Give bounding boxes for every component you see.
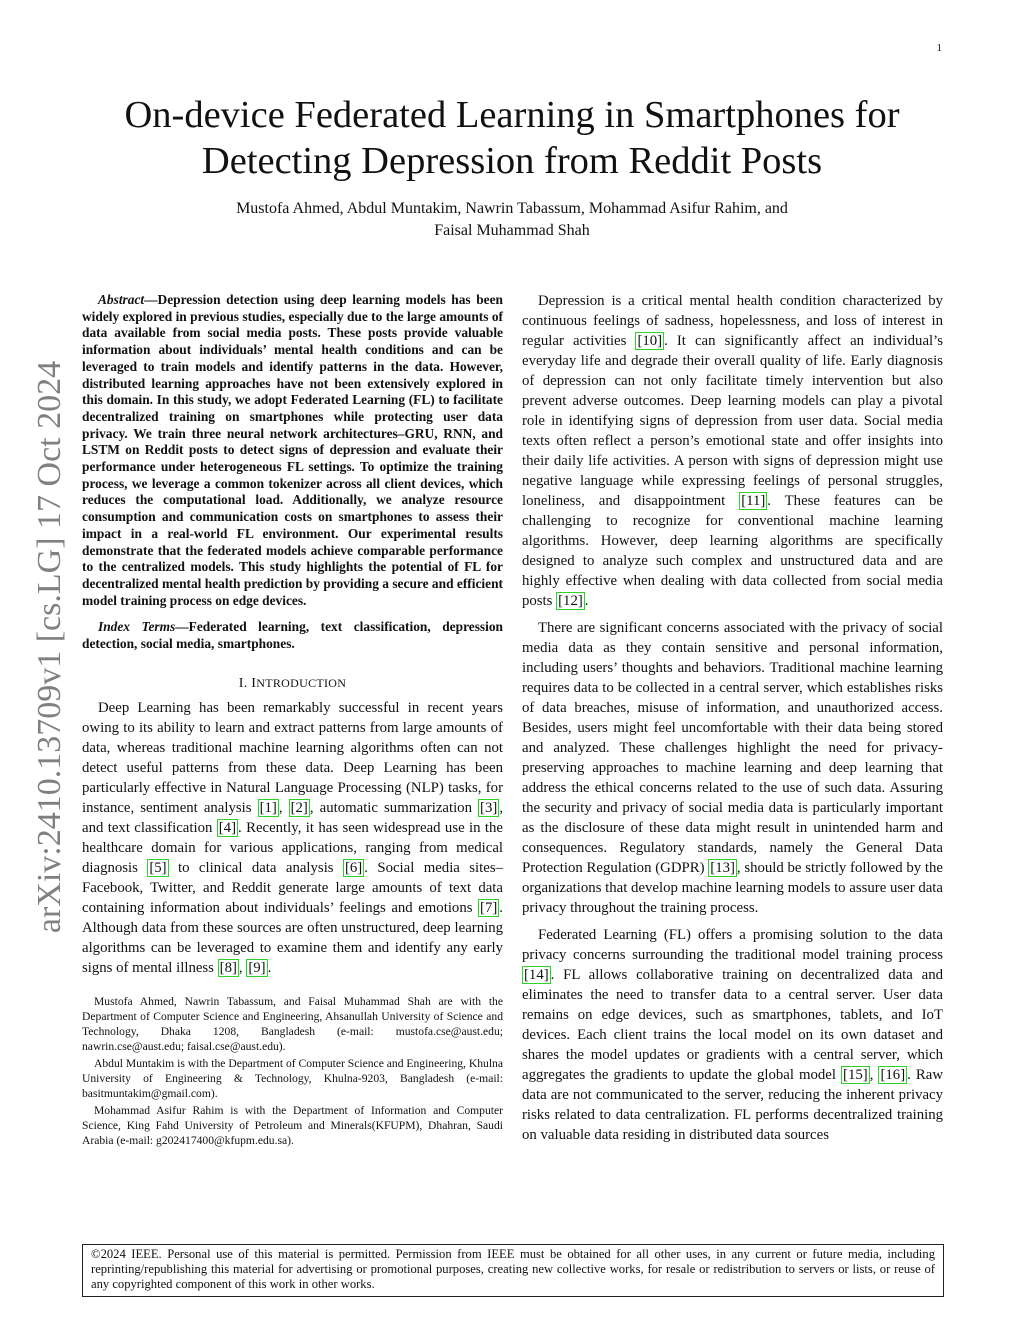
citation-link[interactable]: [8] [219, 959, 237, 976]
arxiv-stamp-text: arXiv:2410.13709v1 [cs.LG] 17 Oct 2024 [31, 360, 68, 934]
index-terms-label: Index Terms [98, 619, 176, 635]
intro-paragraph: Deep Learning has been remarkably successful in recent years owing to its ability to learn and extract patterns from large amounts of data, whereas traditional machine learning algorithms often can not detect useful patterns from these data. Deep Learning has been particularly effective in Natural Language Processing (NLP) tasks, for instance, sentiment analysis [1] , [2] , automatic summarization [3] , and text classification [4] . Recently, it has seen widespread use in the healthcare domain for various applications, ranging from medical diagnosis [5] to clinical data analysis [6] . Social media sites–Facebook, Twitter, and Reddit generate large amounts of text data containing information about individuals’ feelings and emotions [7] . Although data from these sources are often unstructured, deep learning algorithms can be leveraged to examine them and identify any early signs of mental illness [8] , [9] . [82, 699, 504, 976]
right-column [522, 291, 943, 1152]
citation-link[interactable]: [9] [248, 959, 266, 976]
citation-link[interactable]: [2] [290, 799, 308, 816]
page-number: 1 [936, 42, 942, 54]
paper-title [0, 92, 1024, 184]
footnote: Abdul Muntakim is with the Department of Computer Science and Engineering, Khulna University of Engineering & Technology, Khulna-9203, Bangladesh (e-mail: basitmuntakim@gmail.com). [82, 1056, 503, 1100]
citation-link[interactable]: [14] [524, 967, 549, 983]
left-column [82, 292, 503, 1150]
abstract [82, 292, 503, 609]
body-paragraph: There are significant concerns associated with the privacy of social media data as they contain sensitive and personal information, including users’ thoughts and behaviors. Traditional machine learning requires data to be collected in a central server, which establishes risks of data breaches, misuse of information, and unauthorized access. Besides, users might feel uncomfortable with their data being stored and analyzed. These challenges highlight the need for privacy-preserving approaches to machine learning and deep learning that address the ethical concerns related to the use of such data. Assuring the security and privacy of social media data is particularly important as the disclosure of these data might result in unintended harm and consequences. Regulatory standards, namely the General Data Protection Regulation (GDPR) [13] , should be strictly followed by the organizations that develop machine learning models to assure user data privacy throughout the training process. [522, 620, 943, 916]
footnote: Mohammad Asifur Rahim is with the Department of Information and Computer Science, King Fahd University of Petroleum and Minerals(KFUPM), Dhahran, Saudi Arabia (e-mail: g202417400@kfupm.edu.sa). [82, 1103, 503, 1147]
citation-link[interactable]: [15] [843, 1067, 868, 1083]
citation-link[interactable]: [12] [558, 593, 583, 609]
authors-line-2: Faisal Muhammad Shah [434, 222, 590, 239]
title-line-1: On-device Federated Learning in Smartphones for [124, 94, 900, 136]
authors-line-1: Mustofa Ahmed, Abdul Muntakim, Nawrin Tabassum, Mohammad Asifur Rahim, and [236, 200, 788, 217]
citation-link[interactable]: [16] [880, 1067, 906, 1083]
index-terms-text: —Federated learning, text classification, depression detection, social media, smartphones. [82, 619, 503, 652]
citation-link[interactable]: [4] [218, 819, 237, 836]
title-line-2: Detecting Depression from Reddit Posts [201, 140, 823, 182]
abstract-label: Abstract [98, 292, 145, 307]
citation-link[interactable]: [1] [259, 799, 277, 816]
citation-link[interactable]: [13] [710, 860, 735, 876]
footnote: Mustofa Ahmed, Nawrin Tabassum, and Faisal Muhammad Shah are with the Department of Computer Science and Engineering, Ahsanullah University of Science and Technology, Dhaka 1208, Bangladesh (e-mail: mustofa.cse@aust.edu; nawrin.cse@aust.edu; faisal.cse@aust.edu). [82, 994, 503, 1053]
citation-link[interactable]: [11] [741, 493, 766, 509]
arxiv-stamp[interactable] [20, 352, 80, 942]
body-paragraph: Depression is a critical mental health condition characterized by continuous feelings of sadness, hopelessness, and loss of interest in regular activities [10] . It can significantly affect an individual’s everyday life and degrade their overall quality of life. Early diagnosis of depression can not only facilitate timely intervention but also prevent adverse outcomes. Deep learning models can play a pivotal role in identifying signs of depression from user data. Social media texts often reflect a person’s emotional state and offer insights into their daily life activities. A person with signs of depression might use negative language while expressing feelings of personal struggles, loneliness, and disappointment [11] . These features can be challenging to recognize for conventional machine learning algorithms. However, deep learning algorithms are specifically designed to analyze such complex and unstructured data and are highly effective when dealing with data collected from social media posts [12] . [522, 293, 943, 609]
citation-link[interactable]: [10] [637, 333, 663, 349]
index-terms [82, 619, 503, 652]
author-footnotes [82, 994, 503, 1148]
citation-link[interactable]: [6] [344, 859, 363, 876]
section-heading-introduction: I. INTRODUCTION [238, 675, 347, 691]
author-list [0, 198, 1024, 242]
copyright-notice: ©2024 IEEE. Personal use of this material is permitted. Permission from IEEE must be obtained for all other uses, in any current or future media, including reprinting/republishing this material for advertising or promotional purposes, creating new collective works, for resale or redistribution to servers or lists, or reuse of any copyrighted component of this work in other works. [82, 1244, 944, 1297]
citation-link[interactable]: [7] [480, 899, 498, 916]
abstract-text: —Depression detection using deep learning models has been widely explored in previous studies, especially due to the large amounts of data available from social media posts. These posts provide valuable information about individuals’ mental health conditions and can be leveraged to train models and identify patterns in the data. However, distributed learning approaches have not been extensively explored in this domain. In this study, we adopt Federated Learning (FL) to facilitate decentralized training on smartphones while protecting user data privacy. We train three neural network architectures–GRU, RNN, and LSTM on Reddit posts to detect signs of depression and evaluate their performance under heterogeneous FL settings. To optimize the training process, we leverage a common tokenizer across all client devices, which reduces the computational load. Additionally, we analyze resource consumption and communication costs on smartphones to assess their impact in a real-world FL environment. Our experimental results demonstrate that the federated models achieve comparable performance to the centralized models. This study highlights the potential of FL for decentralized mental health prediction by providing a secure and efficient model training process on edge devices. [82, 292, 503, 608]
citation-link[interactable]: [5] [149, 859, 167, 876]
body-paragraph: Federated Learning (FL) offers a promising solution to the data privacy concerns surrounding the traditional model training process [14] . FL allows collaborative training on decentralized data and eliminates the need to transfer data to a central server. User data remains on edge devices, such as smartphones, tablets, and IoT devices. Each client trains the local model on its own dataset and shares the model updates or gradients with a central server, which aggregates the gradients to update the global model [15] , [16] . Raw data are not communicated to the server, reducing the inherent privacy risks related to data centralization. FL performs decentralized training on valuable data residing in distributed data sources [522, 927, 944, 1143]
citation-link[interactable]: [3] [480, 799, 498, 816]
